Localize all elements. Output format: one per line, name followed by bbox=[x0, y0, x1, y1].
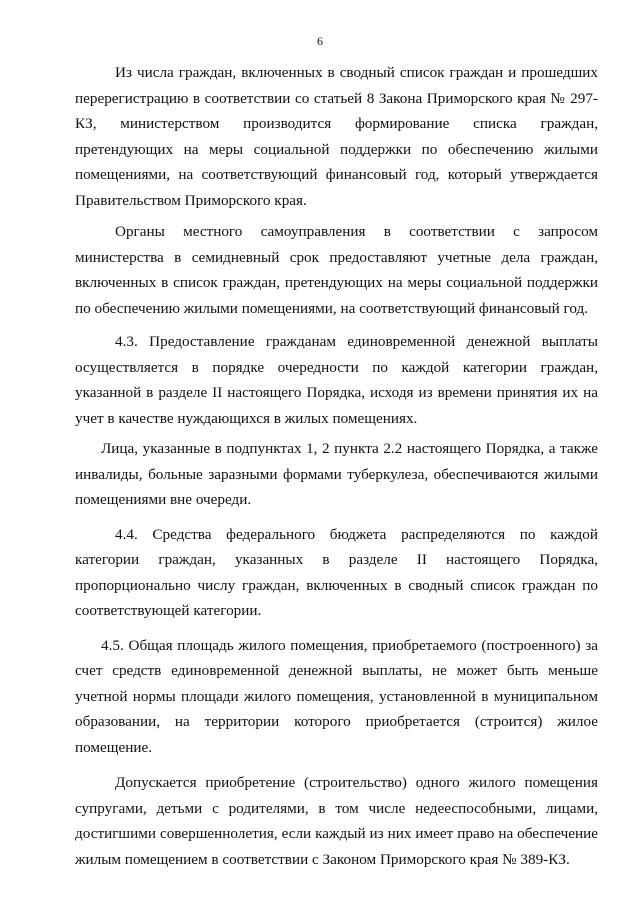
document-body bbox=[75, 60, 598, 872]
paragraph-priority-persons: Лица, указанные в подпунктах 1, 2 пункта 2.2 настоящего Порядка, а также инвалиды, больные заразными формами туберкулеза, обеспечиваются жилыми помещениями вне очереди. bbox=[75, 440, 598, 508]
paragraph-local-authorities: Органы местного самоуправления в соответствии с запросом министерства в семидневный срок предоставляют учетные дела граждан, включенных в список граждан, претендующих на меры социальной поддержки по обеспечению жилыми помещениями, на соответствующий финансовый год. bbox=[75, 223, 598, 317]
page-number: 6 bbox=[317, 34, 323, 48]
paragraph-citizen-list: Из числа граждан, включенных в сводный список граждан и прошедших перерегистрацию в соответствии со статьей 8 Закона Приморского края № 297-КЗ, министерством производится формирование списка граждан, претендующих на меры социальной поддержки по обеспечению жилыми помещениями, на соответствующий финансовый год, который утверждается Правительством Приморского края. bbox=[75, 64, 598, 209]
paragraph-4-4: 4.4. Средства федерального бюджета распределяются по каждой категории граждан, указанных в разделе II настоящего Порядка, пропорционально числу граждан, включенных в сводный список граждан по соответствующей категории. bbox=[75, 525, 598, 619]
paragraph-joint-acquisition: Допускается приобретение (строительство) одного жилого помещения супругами, детьми с родителями, в том числе недееспособными, лицами, достигшими совершеннолетия, если каждый из них имеет право на обеспечение жилым помещением в соответствии с Законом Приморского края № 389-КЗ. bbox=[75, 774, 598, 868]
paragraph-4-5: 4.5. Общая площадь жилого помещения, приобретаемого (построенного) за счет средств единовременной денежной выплаты, не может быть меньше учетной нормы площади жилого помещения, установленной в муниципальном образовании, на территории которого приобретается (строится) жилое помещение. bbox=[75, 636, 598, 756]
paragraph-4-3: 4.3. Предоставление гражданам единовременной денежной выплаты осуществляется в порядке очередности по каждой категории граждан, указанной в разделе II настоящего Порядка, исходя из времени принятия их на учет в качестве нуждающихся в жилых помещениях. bbox=[75, 333, 598, 427]
